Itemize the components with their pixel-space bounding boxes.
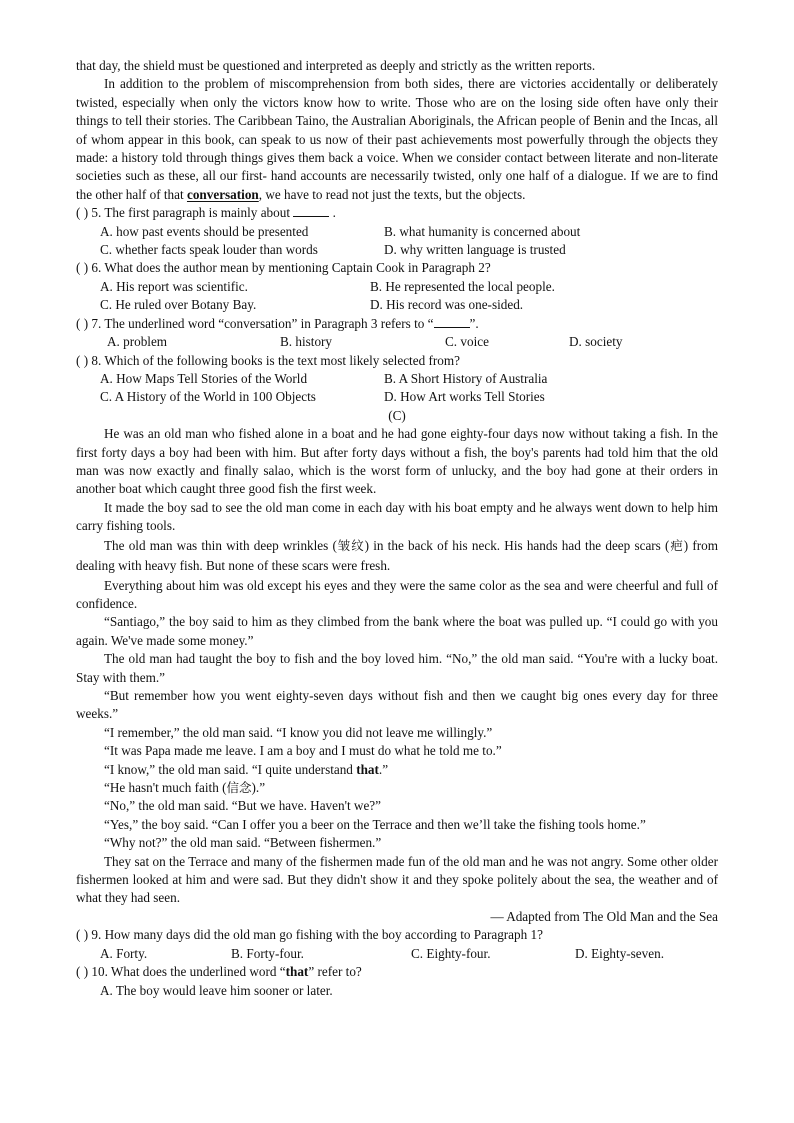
question-10-options	[76, 982, 718, 1000]
passage-c-paragraph-12: “No,” the old man said. “But we have. Haven't we?”	[104, 798, 382, 814]
option-b: B. Forty-four.	[231, 945, 304, 961]
option-d: D. society	[569, 334, 623, 350]
passage-c-paragraph-5: “Santiago,” the boy said to him as they climbed from the bank where the boat was pulled up. “I could go with you again. We've made some money.”	[76, 614, 718, 648]
question-7-stem: ( ) 7. The underlined word “conversation” in Paragraph 3 refers to “ ”.	[76, 315, 479, 331]
option-c: C. A History of the World in 100 Objects	[100, 389, 316, 405]
paragraph-continued: that day, the shield must be questioned and interpreted as deeply and strictly as the written reports.	[76, 58, 596, 73]
passage-c-paragraph-10: “I know,” the old man said. “I quite understand that.”	[104, 761, 389, 777]
underlined-word-that: that	[356, 761, 379, 777]
passage-c-paragraph-6: The old man had taught the boy to fish and the boy loved him. “No,” the old man said. “You're with a lucky boat. Stay with them.”	[76, 651, 718, 685]
passage-c-paragraph-14: “Why not?” the old man said. “Between fishermen.”	[104, 835, 382, 851]
option-c: C. voice	[445, 334, 489, 350]
option-a: A. His report was scientific.	[100, 278, 248, 294]
option-a: A. Forty.	[100, 945, 148, 961]
option-d: D. How Art works Tell Stories	[384, 389, 545, 405]
question-6-options-row-2	[76, 296, 718, 314]
passage-c-source: — Adapted from The Old Man and the Sea	[490, 908, 718, 924]
passage-c-paragraph-1: He was an old man who fished alone in a boat and he had gone eighty-four days now without taking a fish. In the first forty days a boy had been with him. But after forty days without a fish, the boy's parents had told him that the old man was now exactly and finally salao, which is the worst form of unlucky, and the boy had gone at their orders in another boat which caught three good fish the first week.	[76, 426, 718, 497]
question-9-stem: ( ) 9. How many days did the old man go fishing with the boy according to Paragraph 1?	[76, 927, 543, 943]
option-d: D. His record was one-sided.	[370, 297, 524, 313]
question-5-options-row-2	[76, 241, 718, 259]
exam-page	[76, 57, 718, 1000]
answer-blank	[293, 204, 329, 217]
passage-c-paragraph-15: They sat on the Terrace and many of the fishermen made fun of the old man and he was not angry. Some other older fishermen looked at him and were sad. But they didn't show it and they spoke politely about the sea, the weather and of what they had seen.	[76, 853, 718, 906]
option-a: A. how past events should be presented	[100, 223, 309, 239]
question-8-options-row-2	[76, 388, 718, 406]
option-c: C. Eighty-four.	[411, 945, 491, 961]
option-a: A. problem	[107, 334, 168, 350]
option-b: B. A Short History of Australia	[384, 370, 548, 386]
paragraph-3: In addition to the problem of miscomprehension from both sides, there are victories accidentally or deliberately twisted, especially when only the victors know how to write. Those who are on the losing side often have only their things to tell their stories. The Caribbean Taino, the Australian Aboriginals, the African people of Benin and the Incas, all of whom appear in this book, can speak to us now of their past achievements most powerfully through the objects they made: a history told through things gives them back a voice. When we consider contact between literate and non-literate societies such as these, all our first- hand accounts are necessarily twisted, only one half of a dialogue. If we are to find the other half of that conversation, we have to read not just the texts, but the objects.	[76, 76, 718, 202]
passage-c-paragraph-13: “Yes,” the boy said. “Can I offer you a beer on the Terrace and then we’ll take the fishing tools home.”	[104, 816, 646, 832]
option-d: D. Eighty-seven.	[575, 945, 664, 961]
passage-c-paragraph-4: Everything about him was old except his eyes and they were the same color as the sea and were cheerful and full of confidence.	[76, 577, 718, 611]
question-5-stem: ( ) 5. The first paragraph is mainly about .	[76, 205, 336, 221]
option-a: A. The boy would leave him sooner or later.	[100, 982, 333, 998]
passage-c-paragraph-7: “But remember how you went eighty-seven days without fish and then we caught big ones every day for three weeks.”	[76, 688, 718, 722]
question-7-options	[76, 333, 718, 351]
passage-c-paragraph-9: “It was Papa made me leave. I am a boy and I must do what he told me to.”	[104, 743, 502, 759]
option-d: D. why written language is trusted	[384, 242, 566, 258]
question-6-stem: ( ) 6. What does the author mean by mentioning Captain Cook in Paragraph 2?	[76, 260, 491, 276]
option-b: B. He represented the local people.	[370, 278, 555, 294]
question-9-options	[76, 945, 718, 963]
option-b: B. history	[280, 334, 333, 350]
passage-c-label: (C)	[388, 407, 406, 423]
question-5-options-row-1	[76, 223, 718, 241]
question-6-options-row-1	[76, 278, 718, 296]
passage-c-paragraph-8: “I remember,” the old man said. “I know you did not leave me willingly.”	[104, 724, 493, 740]
question-10-stem: ( ) 10. What does the underlined word “that” refer to?	[76, 964, 362, 980]
underlined-word-conversation: conversation	[186, 186, 259, 202]
passage-c-paragraph-11: “He hasn't much faith (信念).”	[104, 780, 266, 796]
question-8-stem: ( ) 8. Which of the following books is the text most likely selected from?	[76, 352, 460, 368]
option-c: C. He ruled over Botany Bay.	[100, 297, 257, 313]
passage-c-paragraph-3: The old man was thin with deep wrinkles (皱纹) in the back of his neck. His hands had the deep scars (疤) from dealing with heavy fish. But none of these scars were fresh.	[76, 537, 718, 574]
quoted-word-that: that	[285, 964, 309, 980]
option-b: B. what humanity is concerned about	[384, 223, 581, 239]
passage-c-paragraph-2: It made the boy sad to see the old man come in each day with his boat empty and he always went down to help him carry fishing tools.	[76, 499, 718, 534]
answer-blank	[434, 315, 470, 328]
option-a: A. How Maps Tell Stories of the World	[100, 370, 308, 386]
option-c: C. whether facts speak louder than words	[100, 242, 318, 258]
question-8-options-row-1	[76, 370, 718, 388]
